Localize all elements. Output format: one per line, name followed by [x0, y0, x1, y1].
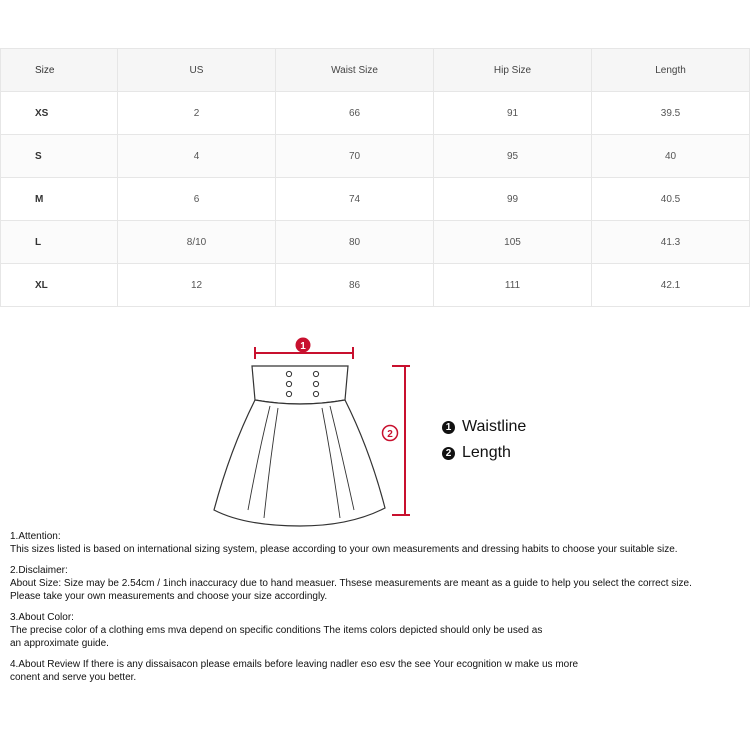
color-title: 3.About Color: — [10, 612, 74, 623]
table-row — [1, 221, 750, 264]
color-note — [10, 611, 748, 650]
size-chart-table — [0, 48, 750, 307]
legend-item-waistline — [442, 414, 526, 440]
color-line-1: The precise color of a clothing ems mva depend on specific conditions The items colors depicted should only be used as — [10, 625, 543, 636]
cell-waist: 74 — [276, 178, 434, 221]
header-waist-size: Waist Size — [276, 49, 434, 92]
attention-title: 1.Attention: — [10, 531, 61, 542]
cell-us: 6 — [118, 178, 276, 221]
cell-us: 2 — [118, 92, 276, 135]
legend-label-waistline: Waistline — [462, 418, 527, 435]
header-size: Size — [1, 49, 118, 92]
color-line-2: an approximate guide. — [10, 638, 109, 649]
legend-number-2: 2 — [442, 447, 455, 460]
cell-size: S — [1, 135, 118, 178]
cell-size: M — [1, 178, 118, 221]
marker-2-label: 2 — [387, 429, 393, 440]
cell-waist: 86 — [276, 264, 434, 307]
header-length: Length — [592, 49, 750, 92]
disclaimer-line-1: About Size: Size may be 2.54cm / 1inch inaccuracy due to hand measuer. Thsese measurements are meant as a guide to help you select the correct size. — [10, 578, 692, 589]
cell-size: L — [1, 221, 118, 264]
notes-section — [10, 530, 748, 692]
cell-waist: 66 — [276, 92, 434, 135]
table-row — [1, 264, 750, 307]
cell-size: XL — [1, 264, 118, 307]
table-header-row — [1, 49, 750, 92]
legend-item-length — [442, 440, 526, 466]
disclaimer-note — [10, 564, 748, 603]
cell-hip: 99 — [434, 178, 592, 221]
legend-label-length: Length — [462, 444, 511, 461]
cell-waist: 80 — [276, 221, 434, 264]
review-note — [10, 658, 748, 684]
cell-length: 42.1 — [592, 264, 750, 307]
attention-note — [10, 530, 748, 556]
cell-us: 4 — [118, 135, 276, 178]
legend-number-1: 1 — [442, 421, 455, 434]
cell-size: XS — [1, 92, 118, 135]
review-line-1: 4.About Review If there is any dissaisacon please emails before leaving nadler eso esv the see Your ecognition w make us more — [10, 659, 579, 670]
cell-hip: 91 — [434, 92, 592, 135]
cell-length: 41.3 — [592, 221, 750, 264]
disclaimer-title: 2.Disclaimer: — [10, 565, 68, 576]
cell-hip: 111 — [434, 264, 592, 307]
table-row — [1, 92, 750, 135]
table-row — [1, 178, 750, 221]
marker-1-label: 1 — [300, 341, 306, 352]
cell-length: 39.5 — [592, 92, 750, 135]
header-hip-size: Hip Size — [434, 49, 592, 92]
cell-length: 40.5 — [592, 178, 750, 221]
length-measure — [392, 366, 410, 515]
disclaimer-line-2: Please take your own measurements and choose your size accordingly. — [10, 591, 328, 602]
attention-text: This sizes listed is based on international sizing system, please according to your own measurements and dressing habits to choose your suitable size. — [10, 544, 678, 555]
review-line-2: conent and serve you better. — [10, 672, 137, 683]
cell-waist: 70 — [276, 135, 434, 178]
cell-us: 12 — [118, 264, 276, 307]
cell-us: 8/10 — [118, 221, 276, 264]
cell-hip: 95 — [434, 135, 592, 178]
table-row — [1, 135, 750, 178]
skirt-illustration — [214, 366, 385, 526]
cell-hip: 105 — [434, 221, 592, 264]
header-us: US — [118, 49, 276, 92]
measurement-legend — [442, 414, 526, 466]
cell-length: 40 — [592, 135, 750, 178]
skirt-measurement-diagram — [200, 330, 440, 530]
